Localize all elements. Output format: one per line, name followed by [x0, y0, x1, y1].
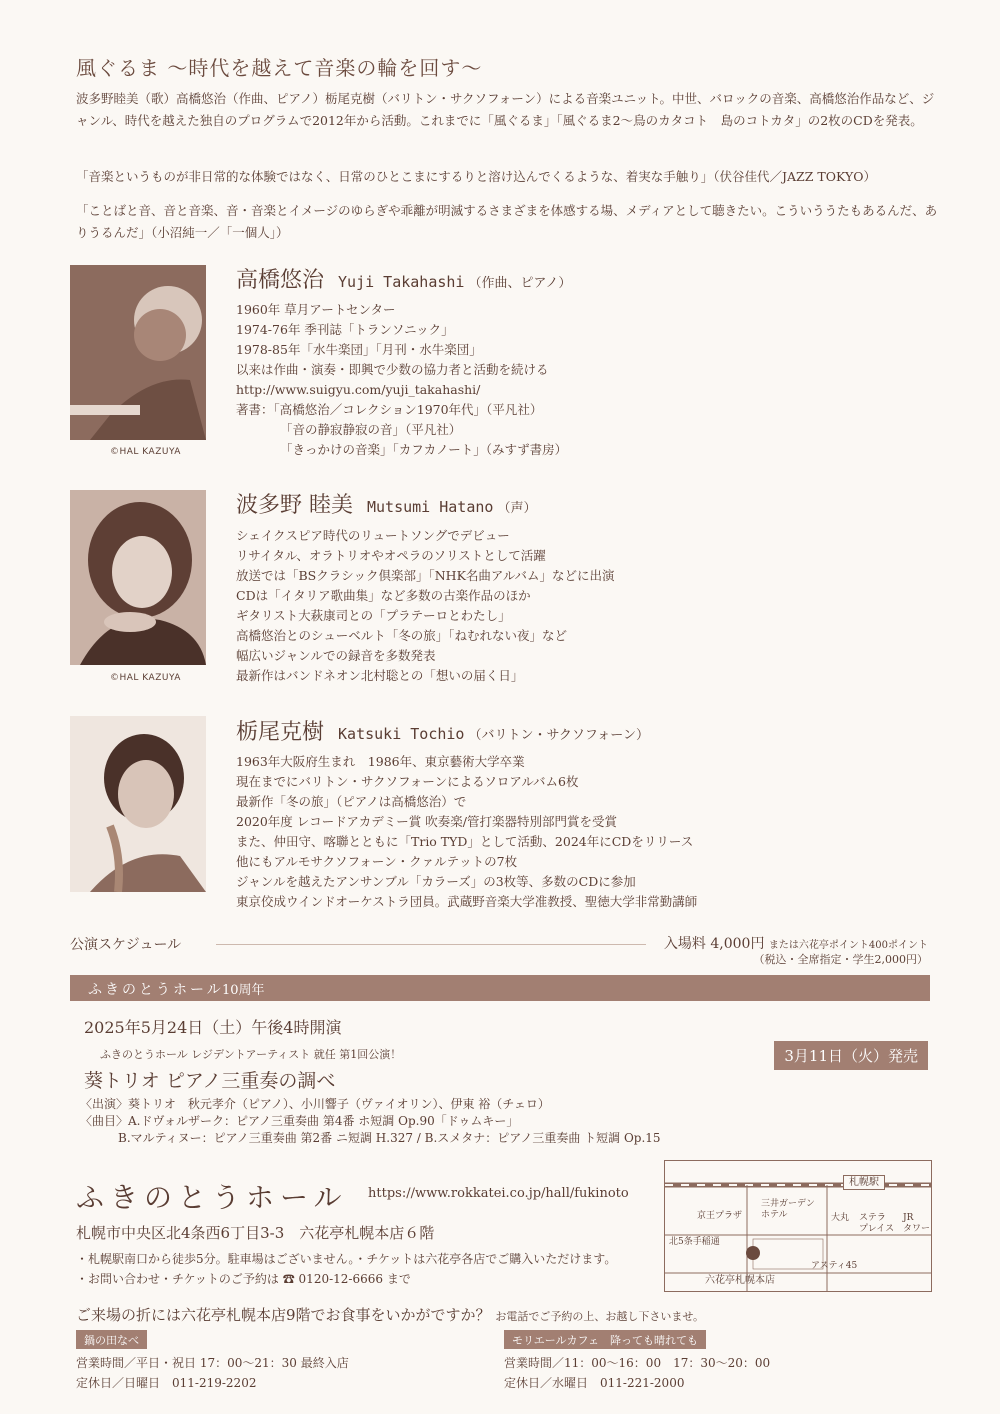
hall-logo: ふきのとうホール: [76, 1181, 348, 1214]
takahashi-bio: [236, 300, 567, 460]
shop2-hours: 営業時間／11：00～16：00 17：30～20：00: [504, 1356, 771, 1370]
release-date-badge: 3月11日（火）発売: [774, 1041, 928, 1070]
map-mitsui: 三井ガーデン ホテル: [761, 1199, 815, 1220]
quote-1: 「音楽というものが非日常的な体験ではなく、日常のひとこまにするりと溶け込んでくるような、着実な手触り」（伏谷佳代／JAZZ TOKYO）: [76, 169, 876, 184]
hall-url-link[interactable]: https://www.rokkatei.co.jp/hall/fukinoto: [368, 1186, 629, 1201]
band-anniversary: 10周年: [222, 983, 265, 998]
artist-name: 波多野 睦美: [236, 493, 353, 518]
map-keio: 京王プラザ: [697, 1211, 743, 1221]
bio-line: ジャンルを越えたアンサンブル「カラーズ」の3枚等、多数のCDに参加: [236, 874, 636, 889]
bio-line: また、仲田守、喀聯とともに「Trio TYD」として活動、2024年にCDをリリース: [236, 834, 694, 849]
band-hall-name: ふきのとうホール: [88, 982, 224, 998]
price-main: 入場料 4,000円: [663, 936, 765, 952]
takahashi-photo-art: [70, 265, 206, 440]
bio-line: シェイクスピア時代のリュートソングでデビュー: [236, 528, 510, 543]
takahashi-photo: [70, 265, 206, 440]
hatano-photo: [70, 490, 206, 665]
program-line: 〈曲目〉A.ドヴォルザーク：ピアノ三重奏曲 第4番 ホ短調 Op.90「ドゥムキー」: [80, 1114, 519, 1128]
artist-roman: Yuji Takahashi: [338, 273, 465, 291]
quote-2: 「ことばと音、音と音楽、音・音楽とイメージのゆらぎや乖離が明滅するさまざまを体感する場、メディアとして聴きたい。こういううたもあるんだ、ありうるんだ」（小沼純一／「一個人」）: [76, 203, 938, 240]
schedule-divider: [216, 944, 646, 945]
bio-line: 「きっかけの音楽」「カフカノート」（みすず書房）: [280, 442, 568, 457]
takahashi-credit: ©HAL KAZUYA: [110, 447, 181, 457]
map-street: 北5条手稲通: [669, 1237, 720, 1247]
map-station: 札幌駅: [843, 1175, 885, 1190]
bio-line: 1963年大阪府生まれ 1986年、東京藝術大学卒業: [236, 754, 525, 769]
bio-line: 最新作「冬の旅」（ピアノは高橋悠治）で: [236, 794, 467, 809]
bio-line: 著書：「高橋悠治／コレクション1970年代」（平凡社）: [236, 402, 543, 417]
tochio-photo-art: [70, 716, 206, 892]
map-rokkatei: 六花亭札幌本店: [705, 1275, 775, 1286]
page-title: 風ぐるま ～時代を越えて音楽の輪を回す～: [76, 56, 483, 80]
artist-name-hatano: [236, 488, 536, 519]
shop2-closed: 定休日／水曜日 011-221-2000: [504, 1376, 685, 1390]
bio-line: 1978-85年「水牛楽団」「月刊・水牛楽団」: [236, 342, 482, 357]
bio-line: 1974-76年 季刊誌「トランソニック」: [236, 322, 454, 337]
tochio-photo: [70, 716, 206, 892]
anniversary-band: [70, 975, 930, 1001]
bio-line: 幅広いジャンルでの録音を多数発表: [236, 648, 436, 663]
bio-line: 他にもアルモサクソフォーン・クァルテットの7枚: [236, 854, 518, 869]
artist-role: （バリトン・サクソフォーン）: [468, 728, 650, 743]
artist-role: （作曲、ピアノ）: [468, 276, 572, 291]
price-points: または六花亭ポイント400ポイント: [768, 940, 928, 951]
price: [664, 933, 928, 953]
bio-line: ギタリスト大萩康司との「プラテーロとわたし」: [236, 608, 511, 623]
bio-line: リサイタル、オラトリオやオペラのソリストとして活躍: [236, 548, 546, 563]
shop1-hours: 営業時間／平日・祝日 17：00～21：30 最終入店: [76, 1356, 349, 1370]
map-stellar: ステラ プレイス: [859, 1213, 895, 1234]
artist-roman: Mutsumi Hatano: [367, 498, 494, 516]
bio-line: 1960年 草月アートセンター: [236, 302, 396, 317]
artist-name: 栃尾克樹: [236, 720, 325, 745]
intro-text: 波多野睦美（歌）高橋悠治（作曲、ピアノ）栃尾克樹（バリトン・サクソフォーン）による音楽ユニット。中世、バロックの音楽、高橋悠治作品など、ジャンル、時代を越えた独自のプログラムで2012年から活動。これまでに「風ぐるま」「風ぐるま2～鳥のカタコト 島のコトカタ」の2枚のCDを発表。: [76, 91, 935, 128]
hatano-credit: ©HAL KAZUYA: [110, 673, 181, 683]
artist-name: 高橋悠治: [236, 268, 325, 293]
artist-roman: Katsuki Tochio: [338, 725, 465, 743]
artist-role: （声）: [497, 501, 537, 516]
hall-address: 札幌市中央区北4条西6丁目3-3 六花亭札幌本店６階: [76, 1224, 435, 1242]
hatano-bio: [236, 526, 615, 686]
bio-line: 放送では「BSクラシック倶楽部」「NHK名曲アルバム」などに出演: [236, 568, 615, 583]
access-map: [664, 1160, 932, 1292]
schedule-heading: 公演スケジュール: [70, 937, 182, 953]
map-daimaru: 大丸: [831, 1213, 850, 1223]
bio-line: 最新作はバンドネオン北村聡との「想いの届く日」: [236, 668, 524, 683]
price-sub: （税込・全席指定・学生2,000円）: [753, 953, 928, 966]
shop1-name: 鍋の田なべ: [76, 1330, 147, 1349]
program-line: B.マルティヌー：ピアノ三重奏曲 第2番 ニ短調 H.327 / B.スメタナ：ピアノ三重奏曲 ト短調 Op.15: [118, 1131, 661, 1145]
resident-note: ふきのとうホール レジデントアーティスト 就任 第1回公演！: [100, 1048, 402, 1061]
website-link[interactable]: http://www.suigyu.com/yuji_takahashi/: [236, 382, 481, 397]
bio-line: 東京佼成ウインドオーケストラ団員。武蔵野音楽大学准教授、聖徳大学非常勤講師: [236, 894, 698, 909]
dining-note: お電話でご予約の上、お越し下さいませ。: [495, 1310, 704, 1323]
hatano-photo-art: [70, 490, 206, 665]
dining-title: ご来場の折には六花亭札幌本店9階でお食事をいかがですか？: [76, 1306, 491, 1324]
artist-name-takahashi: [236, 263, 571, 294]
access-note: ・札幌駅南口から徒歩5分。駐車場はございません。・チケットは六花亭各店でご購入いただけます。: [76, 1252, 617, 1266]
map-esta: アスティ45: [811, 1261, 858, 1271]
dining-heading: [76, 1304, 704, 1325]
bio-line: 現在までにバリトン・サクソフォーンによるソロアルバム6枚: [236, 774, 579, 789]
artist-name-tochio: [236, 715, 649, 746]
shop1-closed: 定休日／日曜日 011-219-2202: [76, 1376, 257, 1390]
concert-date: 2025年5月24日（土）午後4時開演: [84, 1018, 342, 1037]
performers: 〈出演〉葵トリオ 秋元孝介（ピアノ）、小川響子（ヴァイオリン）、伊東 裕（チェロ）: [80, 1097, 550, 1111]
shop2-name: モリエールカフェ 降っても晴れても: [504, 1330, 706, 1349]
map-jr-tower: JR タワー: [903, 1213, 931, 1234]
tochio-bio: [236, 752, 697, 912]
bio-line: 「音の静寂静寂の音」（平凡社）: [280, 422, 462, 437]
bio-line: 高橋悠治とのシューベルト「冬の旅」「ねむれない夜」など: [236, 628, 568, 643]
bio-line: CDは「イタリア歌曲集」など多数の古楽作品のほか: [236, 588, 531, 603]
contact-note: ・お問い合わせ・チケットのご予約は ☎ 0120-12-6666 まで: [76, 1272, 411, 1286]
bio-line: 2020年度 レコードアカデミー賞 吹奏楽/管打楽器特別部門賞を受賞: [236, 814, 617, 829]
concert-title: 葵トリオ ピアノ三重奏の調べ: [84, 1070, 336, 1092]
bio-line: 以来は作曲・演奏・即興で少数の協力者と活動を続ける: [236, 362, 549, 377]
